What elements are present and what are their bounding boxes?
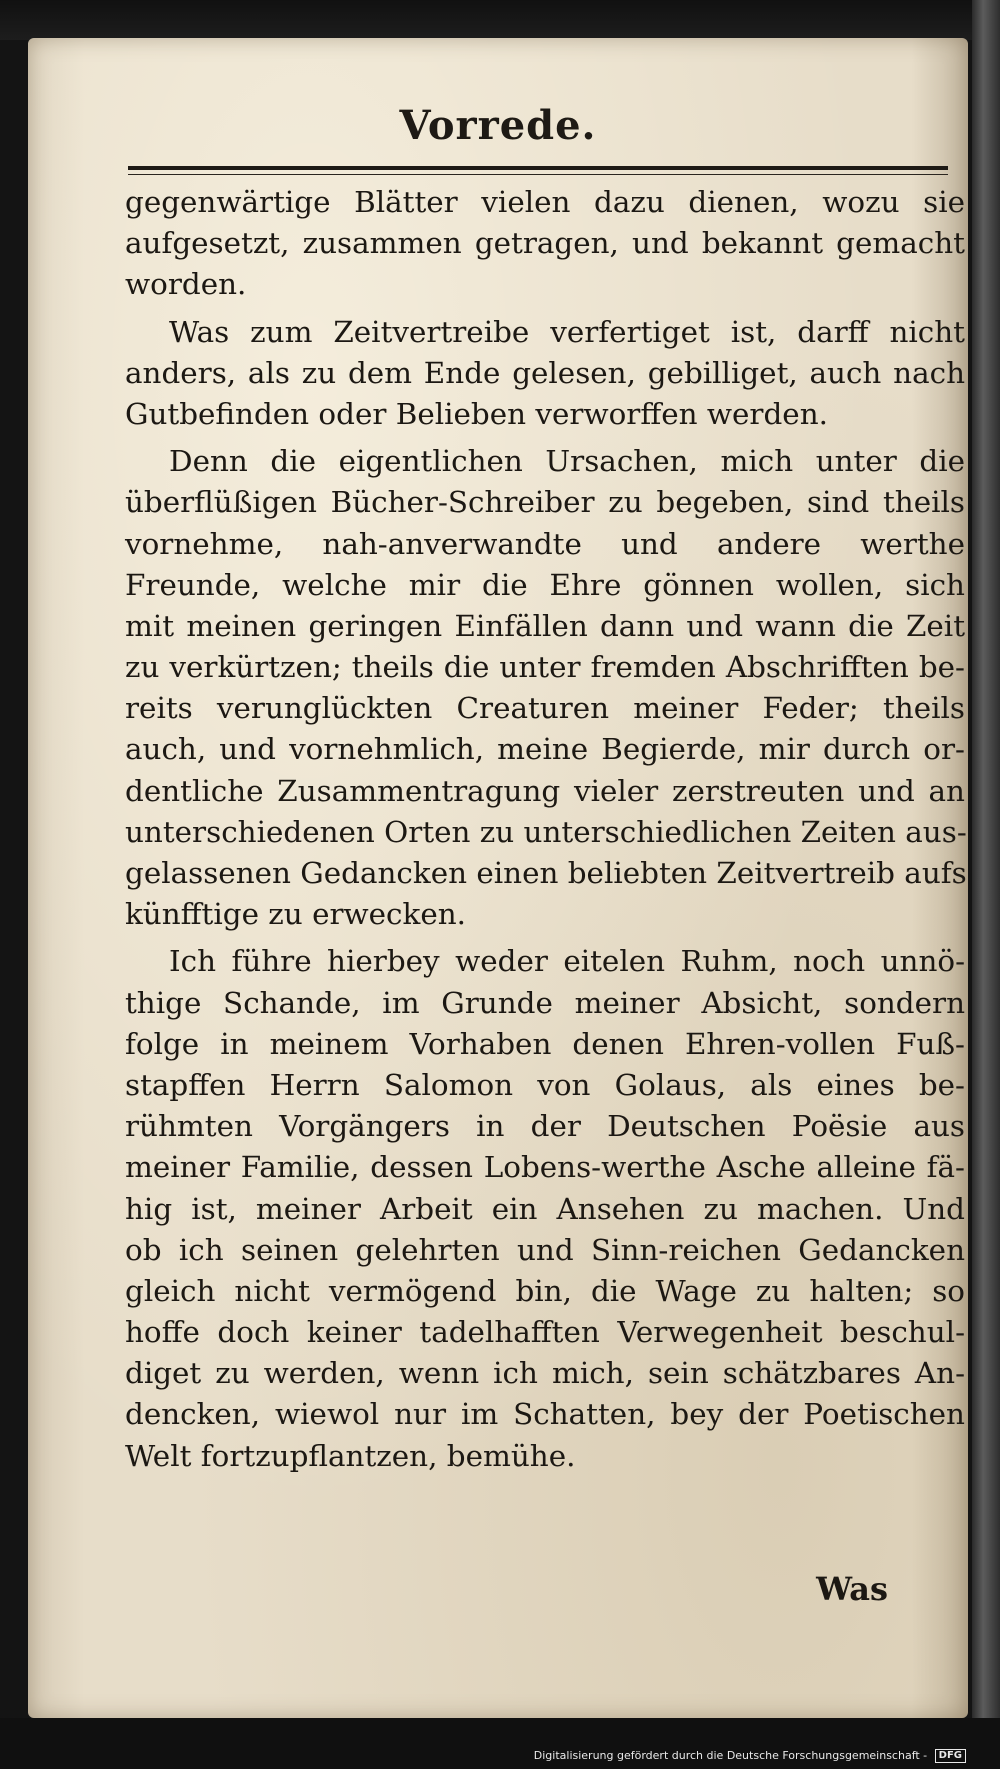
- text-line: worden.: [125, 267, 247, 302]
- text-line: auch, und vornehmlich, meine Begierde, mir durch or-: [125, 732, 965, 767]
- text-line: rühmten Vorgängers in der Deutschen Poësie aus: [125, 1109, 965, 1144]
- paragraph: [125, 441, 965, 935]
- text-line: hig ist, meiner Arbeit ein Ansehen zu machen. Und: [125, 1191, 965, 1226]
- book-edge: [972, 0, 1000, 1769]
- text-line: dentliche Zusammentragung vieler zerstreuten und an: [125, 773, 965, 808]
- running-head: Vorrede.: [399, 102, 597, 149]
- text-line: reits verunglückten Creaturen meiner Feder; theils: [125, 691, 965, 726]
- book-page: [28, 38, 968, 1718]
- text-line: Denn die eigentlichen Ursachen, mich unter die: [169, 444, 965, 479]
- text-line: ob ich seinen gelehrten und Sinn-reichen Gedancken: [125, 1232, 965, 1267]
- text-line: meiner Familie, dessen Lobens-werthe Asche alleine fä-: [125, 1150, 965, 1185]
- text-line: vornehme, nah-anverwandte und andere werthe: [125, 526, 965, 561]
- dfg-logo: DFG: [935, 1749, 966, 1763]
- text-line: gegenwärtige Blätter vielen dazu dienen, wozu sie: [125, 185, 965, 219]
- credit-text: Digitalisierung gefördert durch die Deutsche Forschungsgemeinschaft -: [533, 1749, 928, 1762]
- text-line: Was zum Zeitvertreibe verfertiget ist, darff nicht: [169, 314, 965, 349]
- paragraph: [125, 941, 965, 1476]
- text-line: überflüßigen Bücher-Schreiber zu begeben, sind theils: [125, 485, 965, 520]
- text-line: Freunde, welche mir die Ehre gönnen wollen, sich: [125, 567, 965, 602]
- text-line: gelassenen Gedancken einen beliebten Zeitvertreib aufs: [125, 856, 967, 890]
- text-line: Gutbefinden oder Belieben verworffen werden.: [125, 396, 828, 431]
- text-line: Ich führe hierbey weder eitelen Ruhm, noch unnö-: [169, 944, 965, 979]
- text-line: aufgesetzt, zusammen getragen, und bekannt gemacht: [125, 226, 965, 261]
- body-text: [125, 182, 965, 1483]
- text-line: mit meinen geringen Einfällen dann und wann die Zeit: [125, 608, 965, 643]
- text-line: anders, als zu dem Ende gelesen, gebilliget, auch nach: [125, 355, 965, 390]
- catchword: Was: [816, 1570, 888, 1608]
- text-line: stapffen Herrn Salomon von Golaus, als eines be-: [125, 1067, 965, 1102]
- paragraph: [125, 312, 965, 436]
- header-rule-thin: [128, 174, 948, 175]
- text-line: zu verkürtzen; theils die unter fremden Abschrifften be-: [125, 650, 965, 685]
- funding-credit: [534, 1749, 966, 1763]
- paragraph: [125, 182, 965, 306]
- header-rule: [128, 166, 948, 170]
- text-line: unterschiedenen Orten zu unterschiedlichen Zeiten aus-: [125, 814, 967, 849]
- text-line: gleich nicht vermögend bin, die Wage zu halten; so: [125, 1273, 965, 1308]
- text-line: dencken, wiewol nur im Schatten, bey der Poetischen: [125, 1397, 965, 1432]
- scan-background-top: [0, 0, 1000, 40]
- text-line: Welt fortzupflantzen, bemühe.: [125, 1438, 576, 1473]
- text-line: folge in meinem Vorhaben denen Ehren-vollen Fuß-: [125, 1026, 965, 1061]
- text-line: hoffe doch keiner tadelhafften Verwegenheit beschul-: [125, 1315, 965, 1350]
- text-line: thige Schande, im Grunde meiner Absicht, sondern: [125, 985, 965, 1020]
- text-line: diget zu werden, wenn ich mich, sein schätzbares An-: [125, 1356, 965, 1391]
- text-line: künfftige zu erwecken.: [125, 897, 466, 932]
- footer-bar: [0, 1718, 1000, 1769]
